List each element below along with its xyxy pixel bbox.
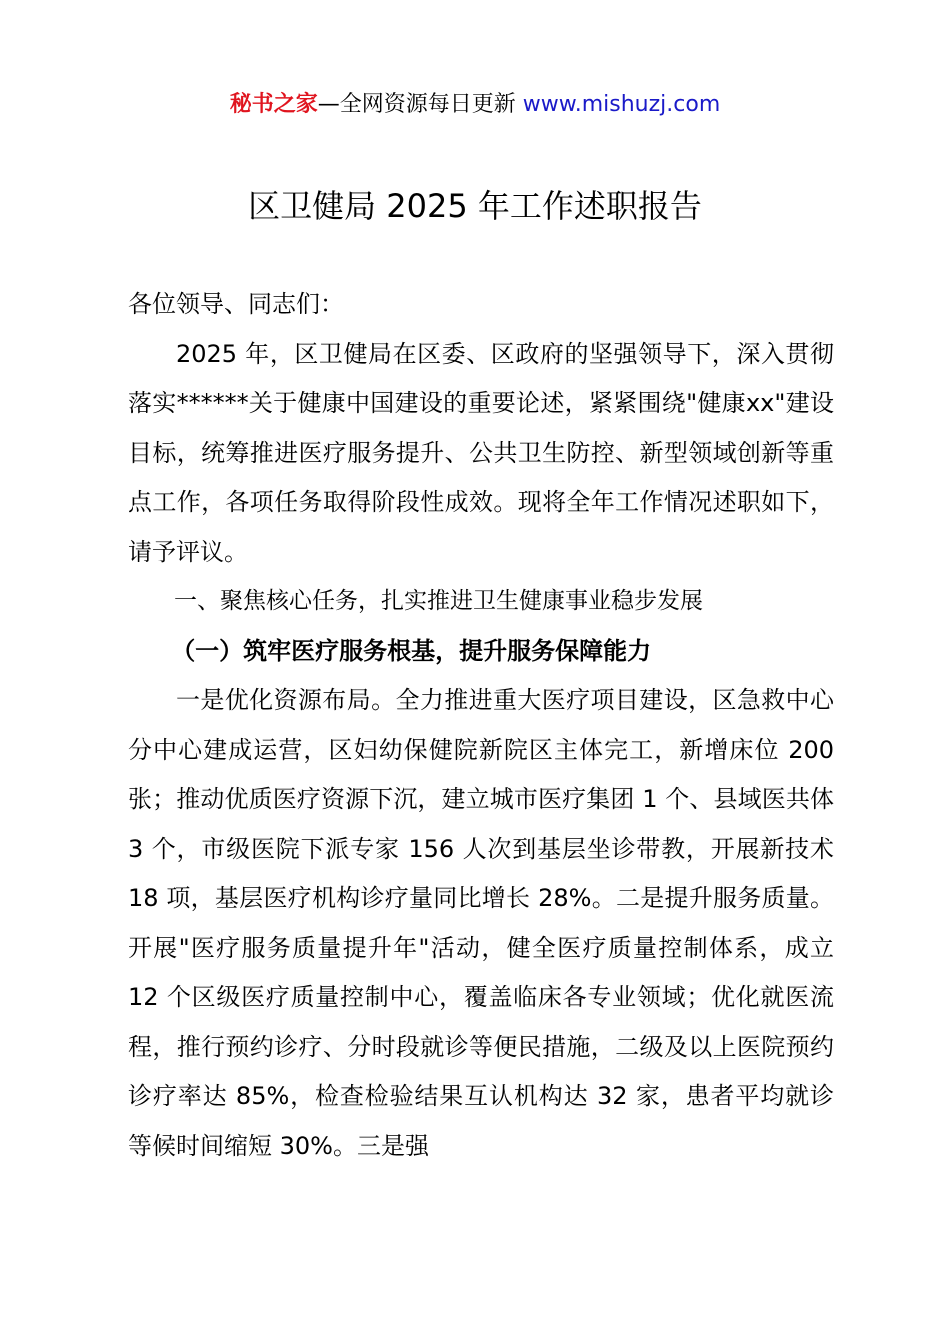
intro-paragraph: 2025 年，区卫健局在区委、区政府的坚强领导下，深入贯彻落实******关于健康中国建设的重要论述，紧紧围绕"健康xx"建设目标，统筹推进医疗服务提升、公共卫生防控、新型领域创新等重点工作，各项任务取得阶段性成效。现将全年工作情况述职如下，请予评议。 bbox=[128, 339, 834, 566]
site-header bbox=[0, 88, 950, 122]
site-brand: 秘书之家 bbox=[229, 92, 318, 117]
site-url-link[interactable]: www.mishuzj.com bbox=[522, 92, 721, 117]
section-heading: 一、聚焦核心任务，扎实推进卫生健康事业稳步发展 bbox=[174, 588, 703, 614]
subsection-heading: （一）筑牢医疗服务根基，提升服务保障能力 bbox=[171, 636, 652, 665]
body-paragraph: 一是优化资源布局。全力推进重大医疗项目建设，区急救中心分中心建成运营，区妇幼保健院新院区主体完工，新增床位 200 张；推动优质医疗资源下沉，建立城市医疗集团 1 个、县域医共体 3 个，市级医院下派专家 156 人次到基层坐诊带教，开展新技术 18 项，基层医疗机构诊疗量同比增长 28%。二是提升服务质量。开展"医疗服务质量提升年"活动，健全医疗质量控制体系，成立 12 个区级医疗质量控制中心，覆盖临床各专业领域；优化就医流程，推行预约诊疗、分时段就诊等便民措施，二级及以上医院预约诊疗率达 85%，检查检验结果互认机构达 32 家，患者平均就诊等候时间缩短 30%。三是强 bbox=[128, 686, 834, 1160]
document-body bbox=[128, 280, 834, 1171]
document-title: 区卫健局 2025 年工作述职报告 bbox=[248, 187, 702, 225]
site-slogan: —全网资源每日更新 bbox=[317, 92, 523, 117]
salutation: 各位领导、同志们： bbox=[128, 290, 344, 318]
